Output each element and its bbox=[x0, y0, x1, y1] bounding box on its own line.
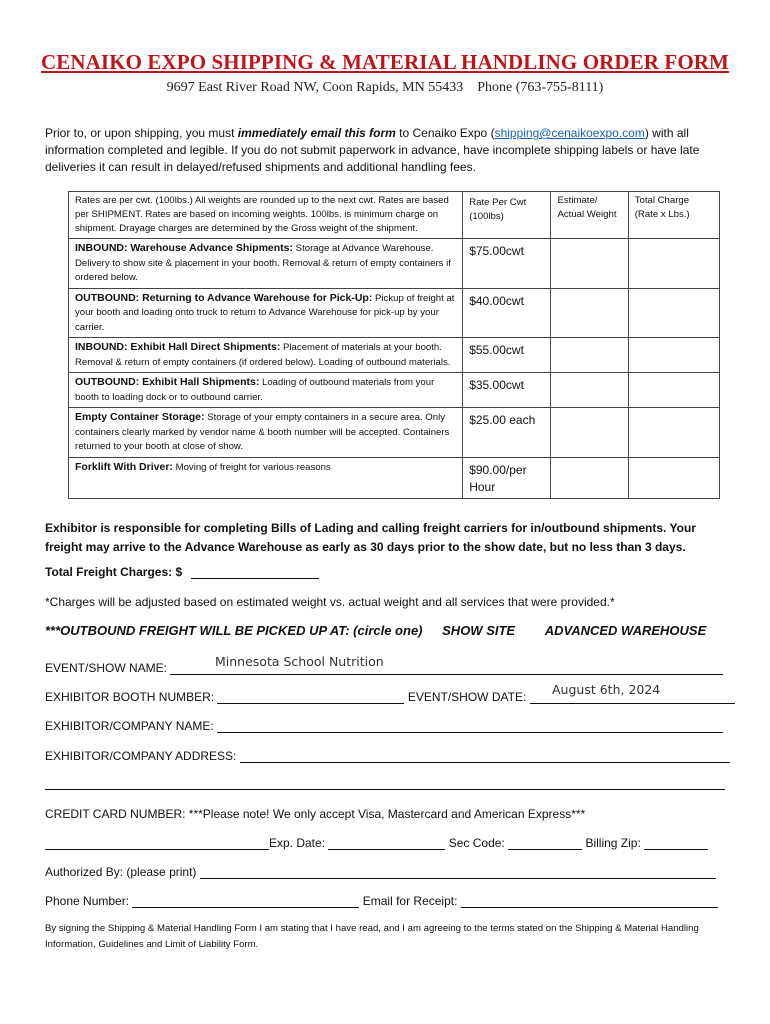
credit-card-label: CREDIT CARD NUMBER: ***Please note! We only accept Visa, Mastercard and American Express*** bbox=[45, 807, 586, 821]
service-rate: $35.00cwt bbox=[463, 373, 551, 408]
outbound-pickup-row bbox=[45, 623, 706, 638]
company-name-row bbox=[45, 719, 723, 733]
email-receipt-label: Email for Receipt: bbox=[362, 894, 458, 908]
service-rate: $90.00/per Hour bbox=[463, 457, 551, 498]
rates-header-rate: Rate Per Cwt (100lbs) bbox=[463, 192, 551, 239]
company-name-field[interactable] bbox=[217, 719, 723, 733]
phone-email-row bbox=[45, 894, 718, 908]
exhibitor-notice: Exhibitor is responsible for completing Bills of Lading and calling freight carriers for in/outbound shipments. Your freight may arrive to the Advance Warehouse as early as 30 days prior to the show date, but no less than 3 days. bbox=[45, 521, 696, 554]
estimate-weight-cell[interactable] bbox=[551, 457, 628, 498]
phone-number-label: Phone Number: bbox=[45, 894, 130, 908]
pickup-option-warehouse[interactable]: ADVANCED WAREHOUSE bbox=[544, 623, 707, 638]
intro-text-1: Prior to, or upon shipping, you must bbox=[45, 126, 238, 140]
exp-date-field[interactable] bbox=[328, 836, 445, 850]
sec-code-field[interactable] bbox=[508, 836, 582, 850]
rates-table bbox=[68, 191, 720, 499]
total-freight-label: Total Freight Charges: $ bbox=[45, 565, 183, 579]
rates-header-total: Total Charge (Rate x Lbs.) bbox=[628, 192, 719, 239]
company-address-field[interactable] bbox=[240, 749, 730, 763]
company-address-field-2[interactable] bbox=[45, 776, 725, 790]
total-charge-cell[interactable] bbox=[628, 338, 719, 373]
email-link[interactable]: shipping@cenaikoexpo.com bbox=[494, 126, 645, 140]
table-row bbox=[69, 338, 720, 373]
event-show-name-row bbox=[45, 661, 723, 675]
company-address-label: EXHIBITOR/COMPANY ADDRESS: bbox=[45, 749, 237, 763]
service-name: INBOUND: Warehouse Advance Shipments: bbox=[75, 242, 294, 254]
service-rate: $75.00cwt bbox=[463, 239, 551, 289]
table-row bbox=[69, 408, 720, 458]
intro-paragraph bbox=[45, 125, 730, 176]
event-show-name-value: Minnesota School Nutrition bbox=[215, 654, 384, 669]
total-charge-cell[interactable] bbox=[628, 239, 719, 289]
card-details-row bbox=[45, 836, 708, 850]
estimate-weight-cell[interactable] bbox=[551, 239, 628, 289]
intro-text-3: ) with all information completed and legible. If you do not submit paperwork in advance, have incomplete shipping labels or have late deliveries it can result in delayed/refused shipments and additional handling fees. bbox=[45, 126, 700, 174]
table-row bbox=[69, 457, 720, 498]
credit-card-number-field[interactable] bbox=[45, 836, 269, 850]
total-freight-row bbox=[45, 565, 319, 579]
total-charge-cell[interactable] bbox=[628, 457, 719, 498]
service-desc bbox=[69, 373, 463, 408]
billing-zip-field[interactable] bbox=[644, 836, 708, 850]
company-name-label: EXHIBITOR/COMPANY NAME: bbox=[45, 719, 214, 733]
rates-header-estimate: Estimate/ Actual Weight bbox=[551, 192, 628, 239]
intro-emphasis: immediately email this form bbox=[237, 126, 396, 140]
email-receipt-field[interactable] bbox=[461, 894, 718, 908]
event-show-name-label: EVENT/SHOW NAME: bbox=[45, 661, 168, 675]
booth-number-label: EXHIBITOR BOOTH NUMBER: bbox=[45, 690, 215, 704]
pickup-option-show-site[interactable]: SHOW SITE bbox=[442, 623, 516, 638]
event-show-date-value: August 6th, 2024 bbox=[552, 682, 661, 697]
service-desc bbox=[69, 408, 463, 458]
table-row bbox=[69, 239, 720, 289]
service-name: INBOUND: Exhibit Hall Direct Shipments: bbox=[75, 341, 281, 353]
service-detail: Storage of your empty containers in a secure area. Only containers clearly marked by vendor name & booth number will be accepted. Containers returned to your booth at close of show. bbox=[75, 412, 450, 452]
service-detail: Placement of materials at your booth. Removal & return of empty containers (if ordered below). Loading of outbound materials. bbox=[75, 342, 451, 368]
service-desc bbox=[69, 457, 463, 498]
service-detail: Pickup of freight at your booth and loading onto truck to return to Advance Warehouse for pick-up by your carrier. bbox=[75, 292, 455, 333]
event-show-date-label: EVENT/SHOW DATE: bbox=[407, 690, 527, 704]
table-row bbox=[69, 288, 720, 338]
total-charge-cell[interactable] bbox=[628, 288, 719, 338]
company-address-row-2 bbox=[45, 776, 725, 790]
estimate-weight-cell[interactable] bbox=[551, 288, 628, 338]
form-title: CENAIKO EXPO SHIPPING & MATERIAL HANDLING ORDER FORM bbox=[41, 50, 729, 74]
booth-number-field[interactable] bbox=[217, 690, 404, 704]
rates-table-header bbox=[69, 192, 720, 239]
service-detail: Loading of outbound materials from your booth to loading dock or to outbound carrier. bbox=[75, 377, 435, 403]
service-detail: Moving of freight for various reasons bbox=[172, 461, 331, 473]
authorized-by-row bbox=[45, 865, 716, 879]
rates-header-desc: Rates are per cwt. (100lbs.) All weights are rounded up to the next cwt. Rates are based per SHIPMENT. Rates are based on incoming weights. 100lbs. is minimum charge on shipment. Drayage charges are determined by the Gross weight of the shipment. bbox=[69, 192, 463, 239]
company-address-line: 9697 East River Road NW, Coon Rapids, MN 55433 Phone (763-755-8111) bbox=[166, 80, 604, 95]
estimate-weight-cell[interactable] bbox=[551, 408, 628, 458]
authorized-by-field[interactable] bbox=[200, 865, 716, 879]
exp-date-label: Exp. Date: bbox=[269, 836, 326, 850]
total-freight-field[interactable] bbox=[191, 565, 319, 579]
total-charge-cell[interactable] bbox=[628, 373, 719, 408]
charges-note: *Charges will be adjusted based on estimated weight vs. actual weight and all services that were provided.* bbox=[45, 595, 615, 609]
authorized-by-label: Authorized By: (please print) bbox=[45, 865, 197, 879]
service-rate: $40.00cwt bbox=[463, 288, 551, 338]
service-rate: $55.00cwt bbox=[463, 338, 551, 373]
billing-zip-label: Billing Zip: bbox=[585, 836, 641, 850]
company-address-row bbox=[45, 749, 730, 763]
service-name: Empty Container Storage: bbox=[75, 411, 205, 423]
service-rate: $25.00 each bbox=[463, 408, 551, 458]
service-name: OUTBOUND: Exhibit Hall Shipments: bbox=[75, 376, 260, 388]
estimate-weight-cell[interactable] bbox=[551, 338, 628, 373]
service-desc bbox=[69, 288, 463, 338]
sec-code-label: Sec Code: bbox=[448, 836, 505, 850]
service-desc bbox=[69, 239, 463, 289]
table-row bbox=[69, 373, 720, 408]
estimate-weight-cell[interactable] bbox=[551, 373, 628, 408]
service-desc bbox=[69, 338, 463, 373]
intro-text-2: to Cenaiko Expo ( bbox=[395, 126, 495, 140]
outbound-pickup-label: ***OUTBOUND FREIGHT WILL BE PICKED UP AT: (circle one) bbox=[45, 623, 423, 638]
phone-number-field[interactable] bbox=[132, 894, 359, 908]
service-name: OUTBOUND: Returning to Advance Warehouse for Pick-Up: bbox=[75, 291, 373, 304]
service-detail: Storage at Advance Warehouse. Delivery to show site & placement in your booth. Removal & return of empty containers if ordered below. bbox=[75, 243, 451, 283]
signature-disclaimer: By signing the Shipping & Material Handling Form I am stating that I have read, and I am agreeing to the terms stated on the Shipping & Material Handling Information, Guidelines and Limit of Liability Form. bbox=[45, 923, 699, 950]
total-charge-cell[interactable] bbox=[628, 408, 719, 458]
service-name: Forklift With Driver: bbox=[75, 460, 173, 473]
